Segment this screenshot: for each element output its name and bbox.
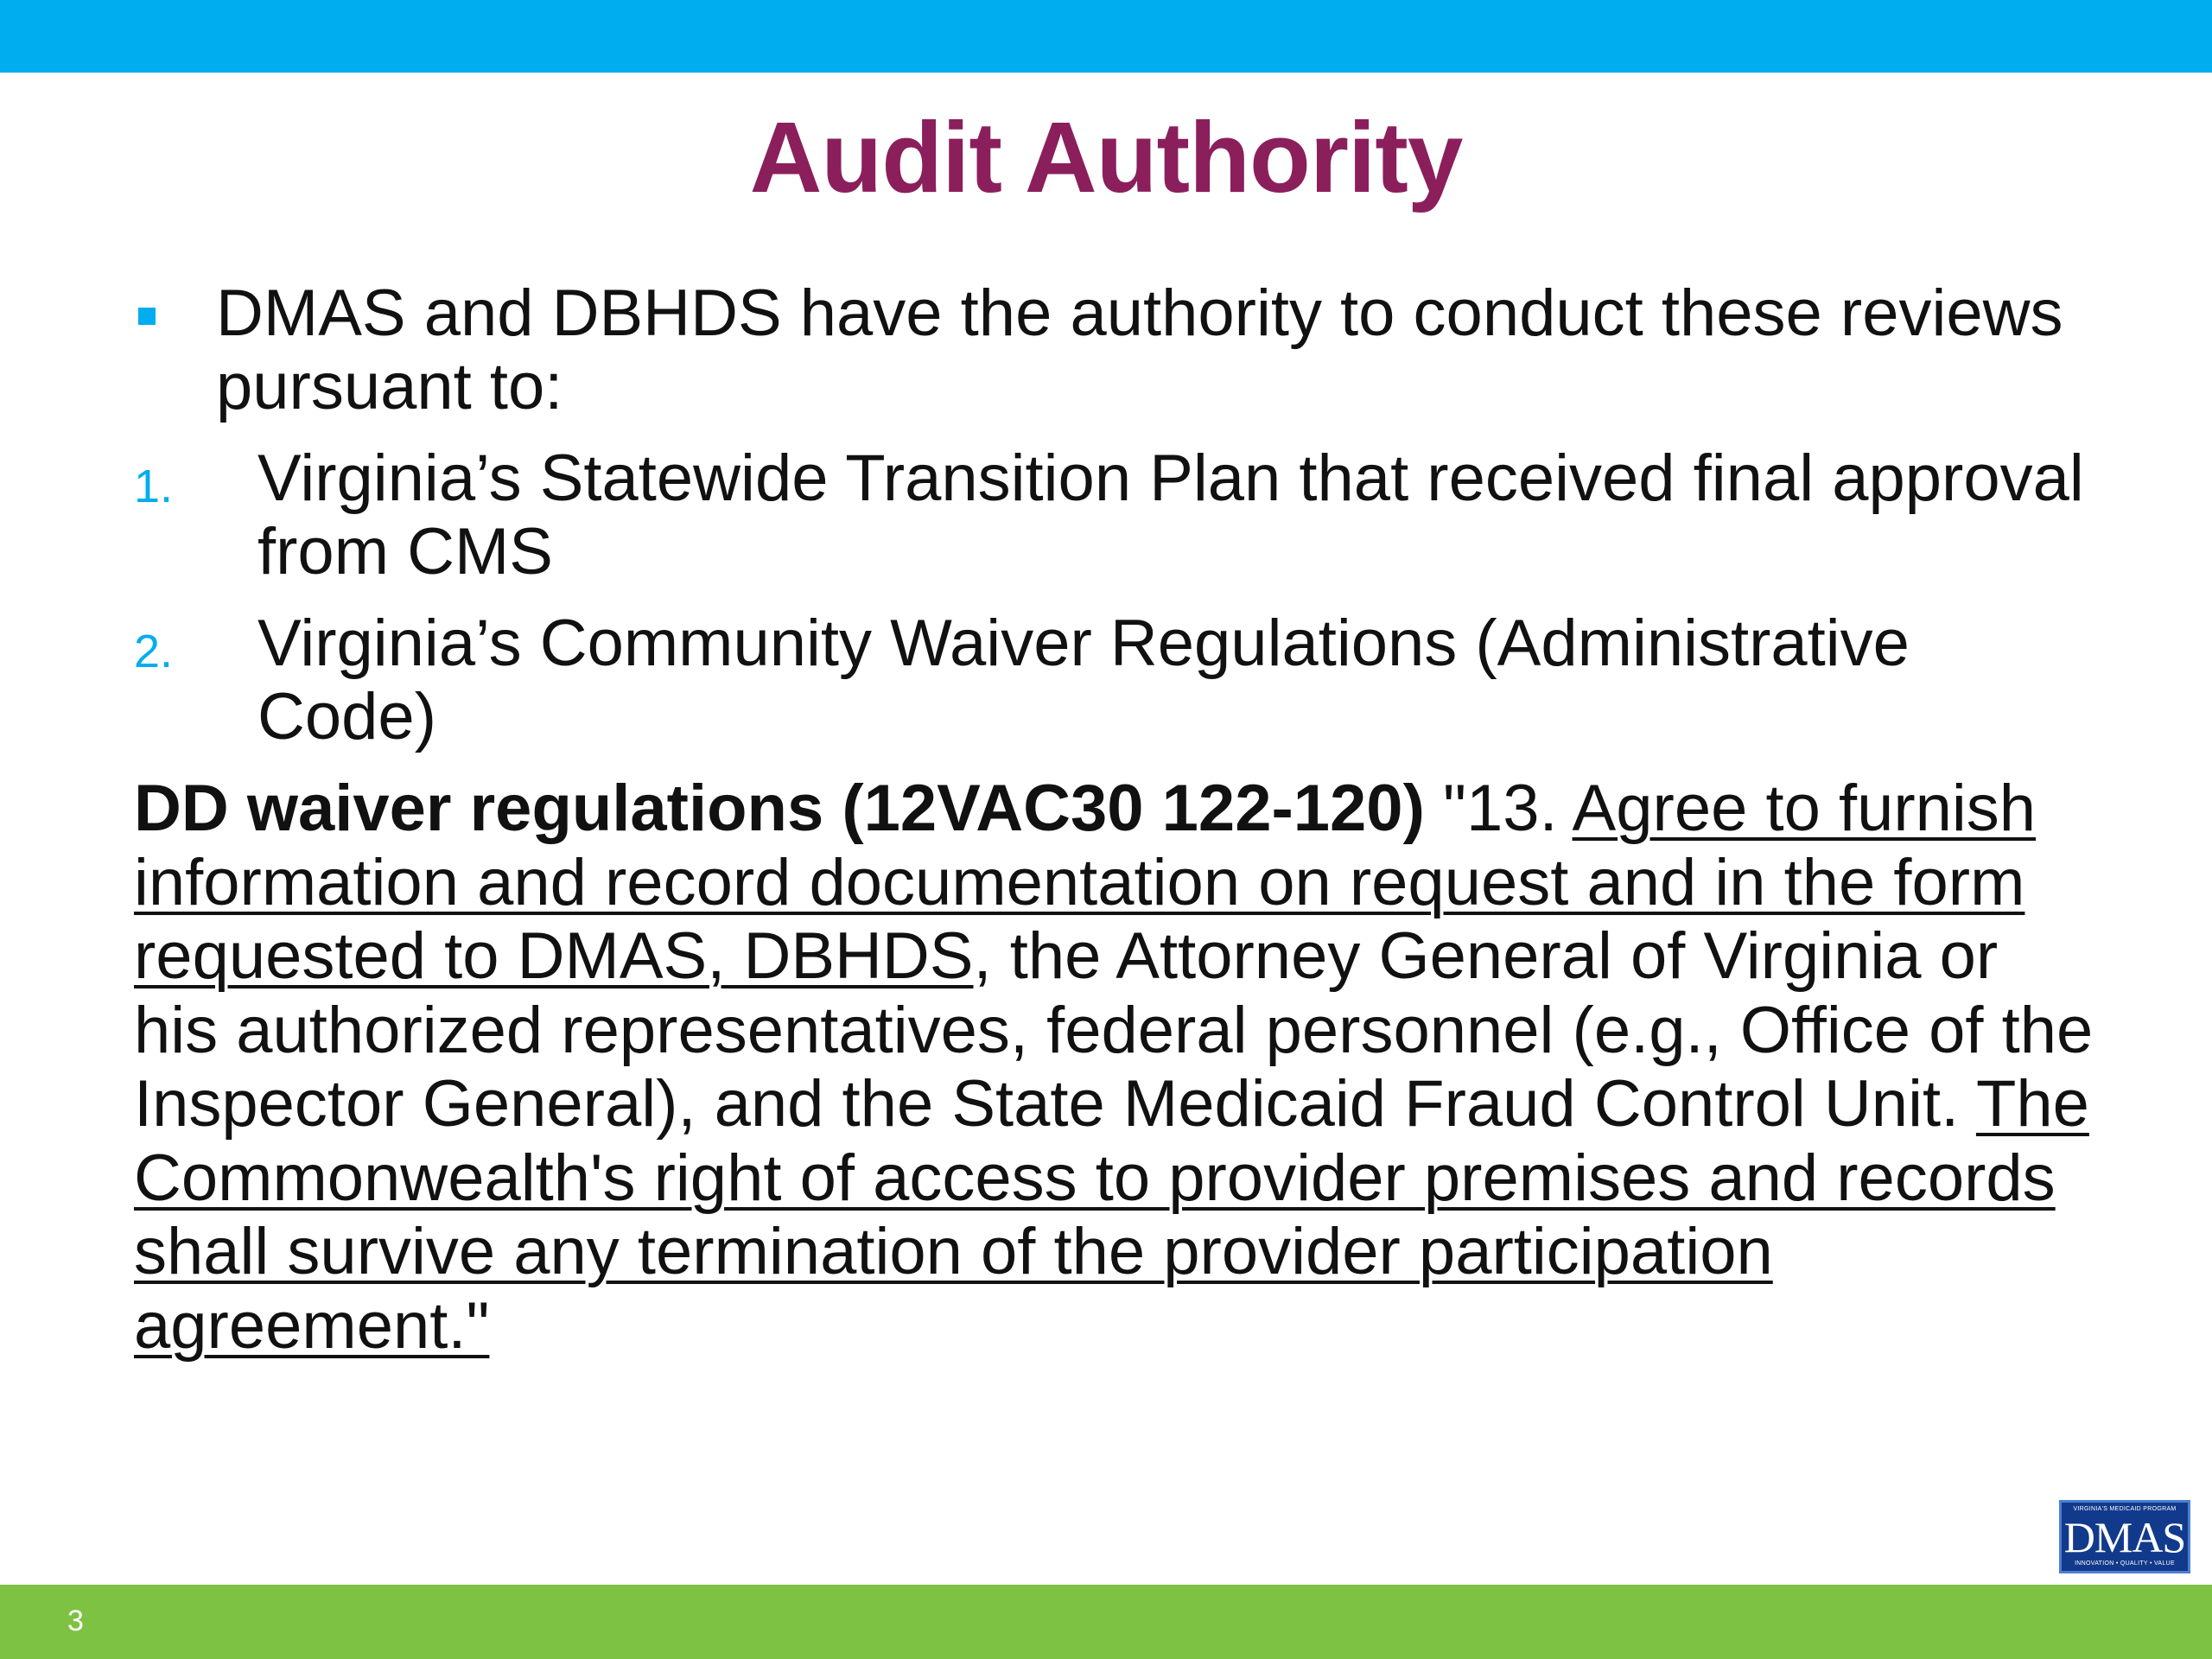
slide-content [134,276,2095,1363]
logo-main-text: DMAS [2063,1513,2186,1561]
numbered-item-2 [134,607,2095,753]
square-bullet-icon [138,308,156,325]
regulation-underlined-text: Agree to furnish information and record documentation on request and in the form requested to DMAS, DBHDS [134,772,2037,993]
dmas-logo [2059,1500,2190,1573]
regulation-underlined-text: The Commonwealth's right of access to provider premises and records shall survive any termination of the provider participation agreement." [134,1067,2089,1363]
numbered-item-text: Virginia’s Statewide Transition Plan that received final approval from CMS [257,442,2084,588]
bottom-accent-bar [0,1585,2212,1659]
numbered-item-text: Virginia’s Community Waiver Regulations (Administrative Code) [257,607,1910,753]
logo-top-text: VIRGINIA'S MEDICAID PROGRAM [2073,1506,2177,1512]
regulation-paragraph [134,772,2095,1363]
numbered-item-1 [134,442,2095,588]
bullet-item [134,276,2095,423]
number-marker: 1. [134,461,174,512]
slide-number: 3 [67,1605,84,1637]
number-marker: 2. [134,626,174,677]
regulation-plain-text: , the Attorney General of Virginia or his authorized representatives, federal personnel (e.g., Office of the Inspector General), and the State Medicaid Fraud Control Unit. [134,919,2094,1141]
bullet-text: DMAS and DBHDS have the authority to conduct these reviews pursuant to: [216,276,2063,423]
regulation-citation: DD waiver regulations (12VAC30 122-120) [134,772,1425,845]
top-accent-bar [0,0,2212,73]
regulation-quote-start: "13. [1424,772,1573,845]
logo-bottom-text: INNOVATION • QUALITY • VALUE [2075,1560,2175,1567]
slide-title: Audit Authority [749,101,1463,213]
